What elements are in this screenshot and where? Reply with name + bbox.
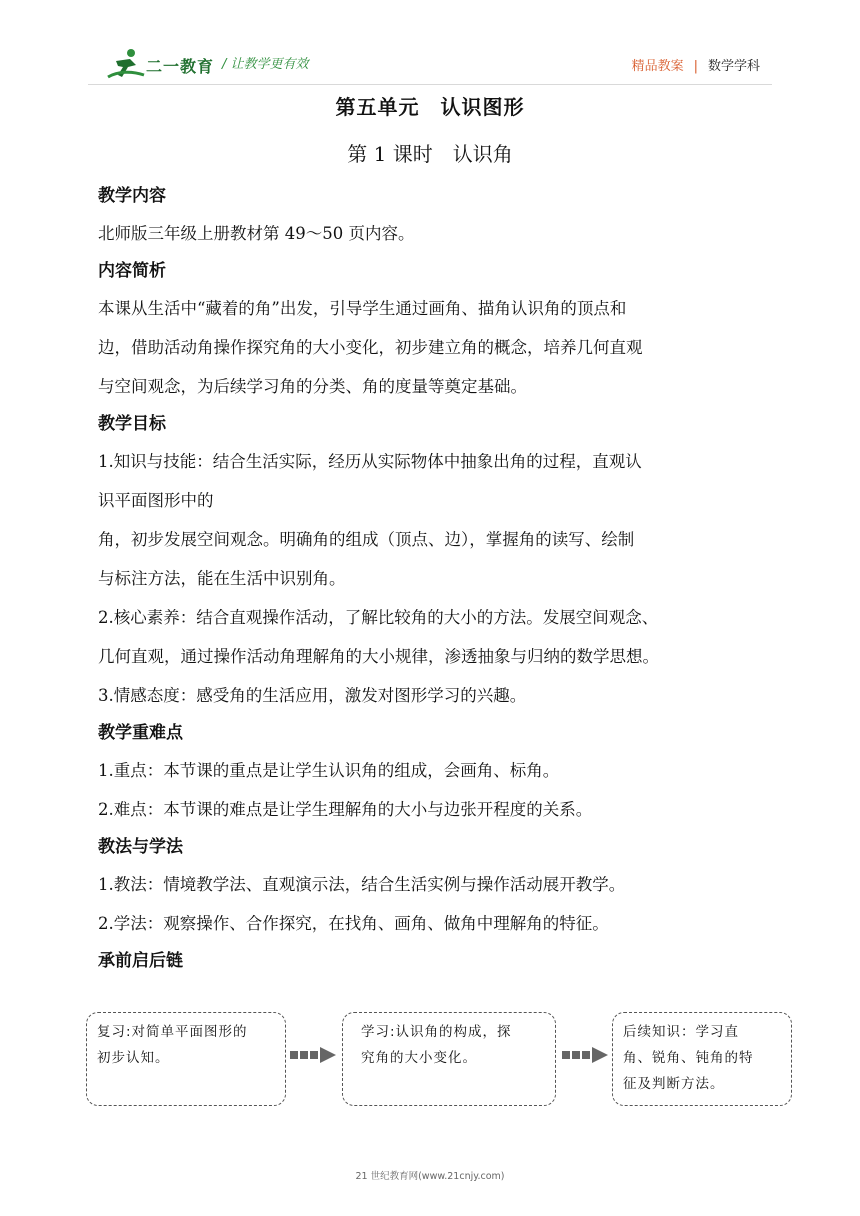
paragraph-line: 北师版三年级上册教材第 49～50 页内容。 — [98, 224, 415, 243]
header-category — [632, 55, 760, 74]
section-heading: 承前启后链 — [98, 951, 183, 971]
subject-label: 数学学科 — [707, 59, 760, 74]
section-heading: 教学重难点 — [98, 723, 183, 743]
paragraph-line: 角，初步发展空间观念。明确角的组成（顶点、边），掌握角的读写、绘制 — [98, 530, 635, 549]
paragraph-line: 与空间观念，为后续学习角的分类、角的度量等奠定基础。 — [98, 377, 527, 396]
page-subtitle: 第 1 课时 认识角 — [347, 142, 513, 166]
header-separator: | — [693, 59, 698, 74]
slogan: / 让教学更有效 — [222, 57, 309, 72]
paragraph-line: 本课从生活中“藏着的角”出发，引导学生通过画角、描角认识角的顶点和 — [98, 299, 627, 318]
flow-box-line: 征及判断方法。 — [623, 1076, 725, 1092]
paragraph-line: 2.核心素养：结合直观操作活动，了解比较角的大小的方法。发展空间观念、 — [98, 608, 659, 627]
dashed-arrow-icon — [562, 1046, 610, 1064]
flow-box-line: 复习:对简单平面图形的 — [97, 1024, 248, 1040]
logo-text: 二一教育 — [146, 57, 215, 76]
paragraph-line: 1.知识与技能：结合生活实际，经历从实际物体中抽象出角的过程，直观认 — [98, 452, 642, 471]
page-header — [0, 0, 860, 92]
flow-box-line: 初步认知。 — [97, 1050, 170, 1066]
brand-logo — [106, 47, 216, 81]
paragraph-line: 1.重点：本节课的重点是让学生认识角的组成，会画角、标角。 — [98, 761, 560, 780]
paragraph-line: 2.难点：本节课的难点是让学生理解角的大小与边张开程度的关系。 — [98, 800, 593, 819]
flow-box-line: 学习:认识角的构成，探 — [361, 1024, 512, 1040]
section-heading: 教学内容 — [98, 186, 166, 206]
category-label: 精品教案 — [631, 59, 684, 74]
flow-box-future — [612, 1012, 792, 1106]
flow-box-review — [86, 1012, 286, 1106]
dashed-arrow-icon — [290, 1046, 338, 1064]
header-divider — [88, 84, 772, 85]
flow-box-line: 究角的大小变化。 — [361, 1050, 477, 1066]
paragraph-line: 2.学法：观察操作、合作探究，在找角、画角、做角中理解角的特征。 — [98, 914, 609, 933]
knowledge-chain — [0, 1012, 860, 1112]
section-heading: 教学目标 — [98, 414, 166, 434]
section-heading: 教法与学法 — [98, 837, 183, 857]
page-footer: 21 世纪教育网(www.21cnjy.com) — [355, 1171, 505, 1182]
paragraph-line: 与标注方法，能在生活中识别角。 — [98, 569, 346, 588]
runner-logo-icon — [106, 47, 146, 81]
paragraph-line: 3.情感态度：感受角的生活应用，激发对图形学习的兴趣。 — [98, 686, 527, 705]
lesson-content — [98, 178, 770, 979]
flow-box-learn — [342, 1012, 556, 1106]
paragraph-line: 1.教法：情境教学法、直观演示法，结合生活实例与操作活动展开教学。 — [98, 875, 626, 894]
page-title: 第五单元 认识图形 — [335, 95, 525, 119]
flow-box-line: 角、锐角、钝角的特 — [623, 1050, 754, 1066]
paragraph-line: 边，借助活动角操作探究角的大小变化，初步建立角的概念，培养几何直观 — [98, 338, 643, 357]
flow-box-line: 后续知识：学习直 — [623, 1024, 739, 1040]
paragraph-line: 识平面图形中的 — [98, 491, 214, 510]
section-heading: 内容简析 — [98, 261, 166, 281]
paragraph-line: 几何直观，通过操作活动角理解角的大小规律，渗透抽象与归纳的数学思想。 — [98, 647, 659, 666]
